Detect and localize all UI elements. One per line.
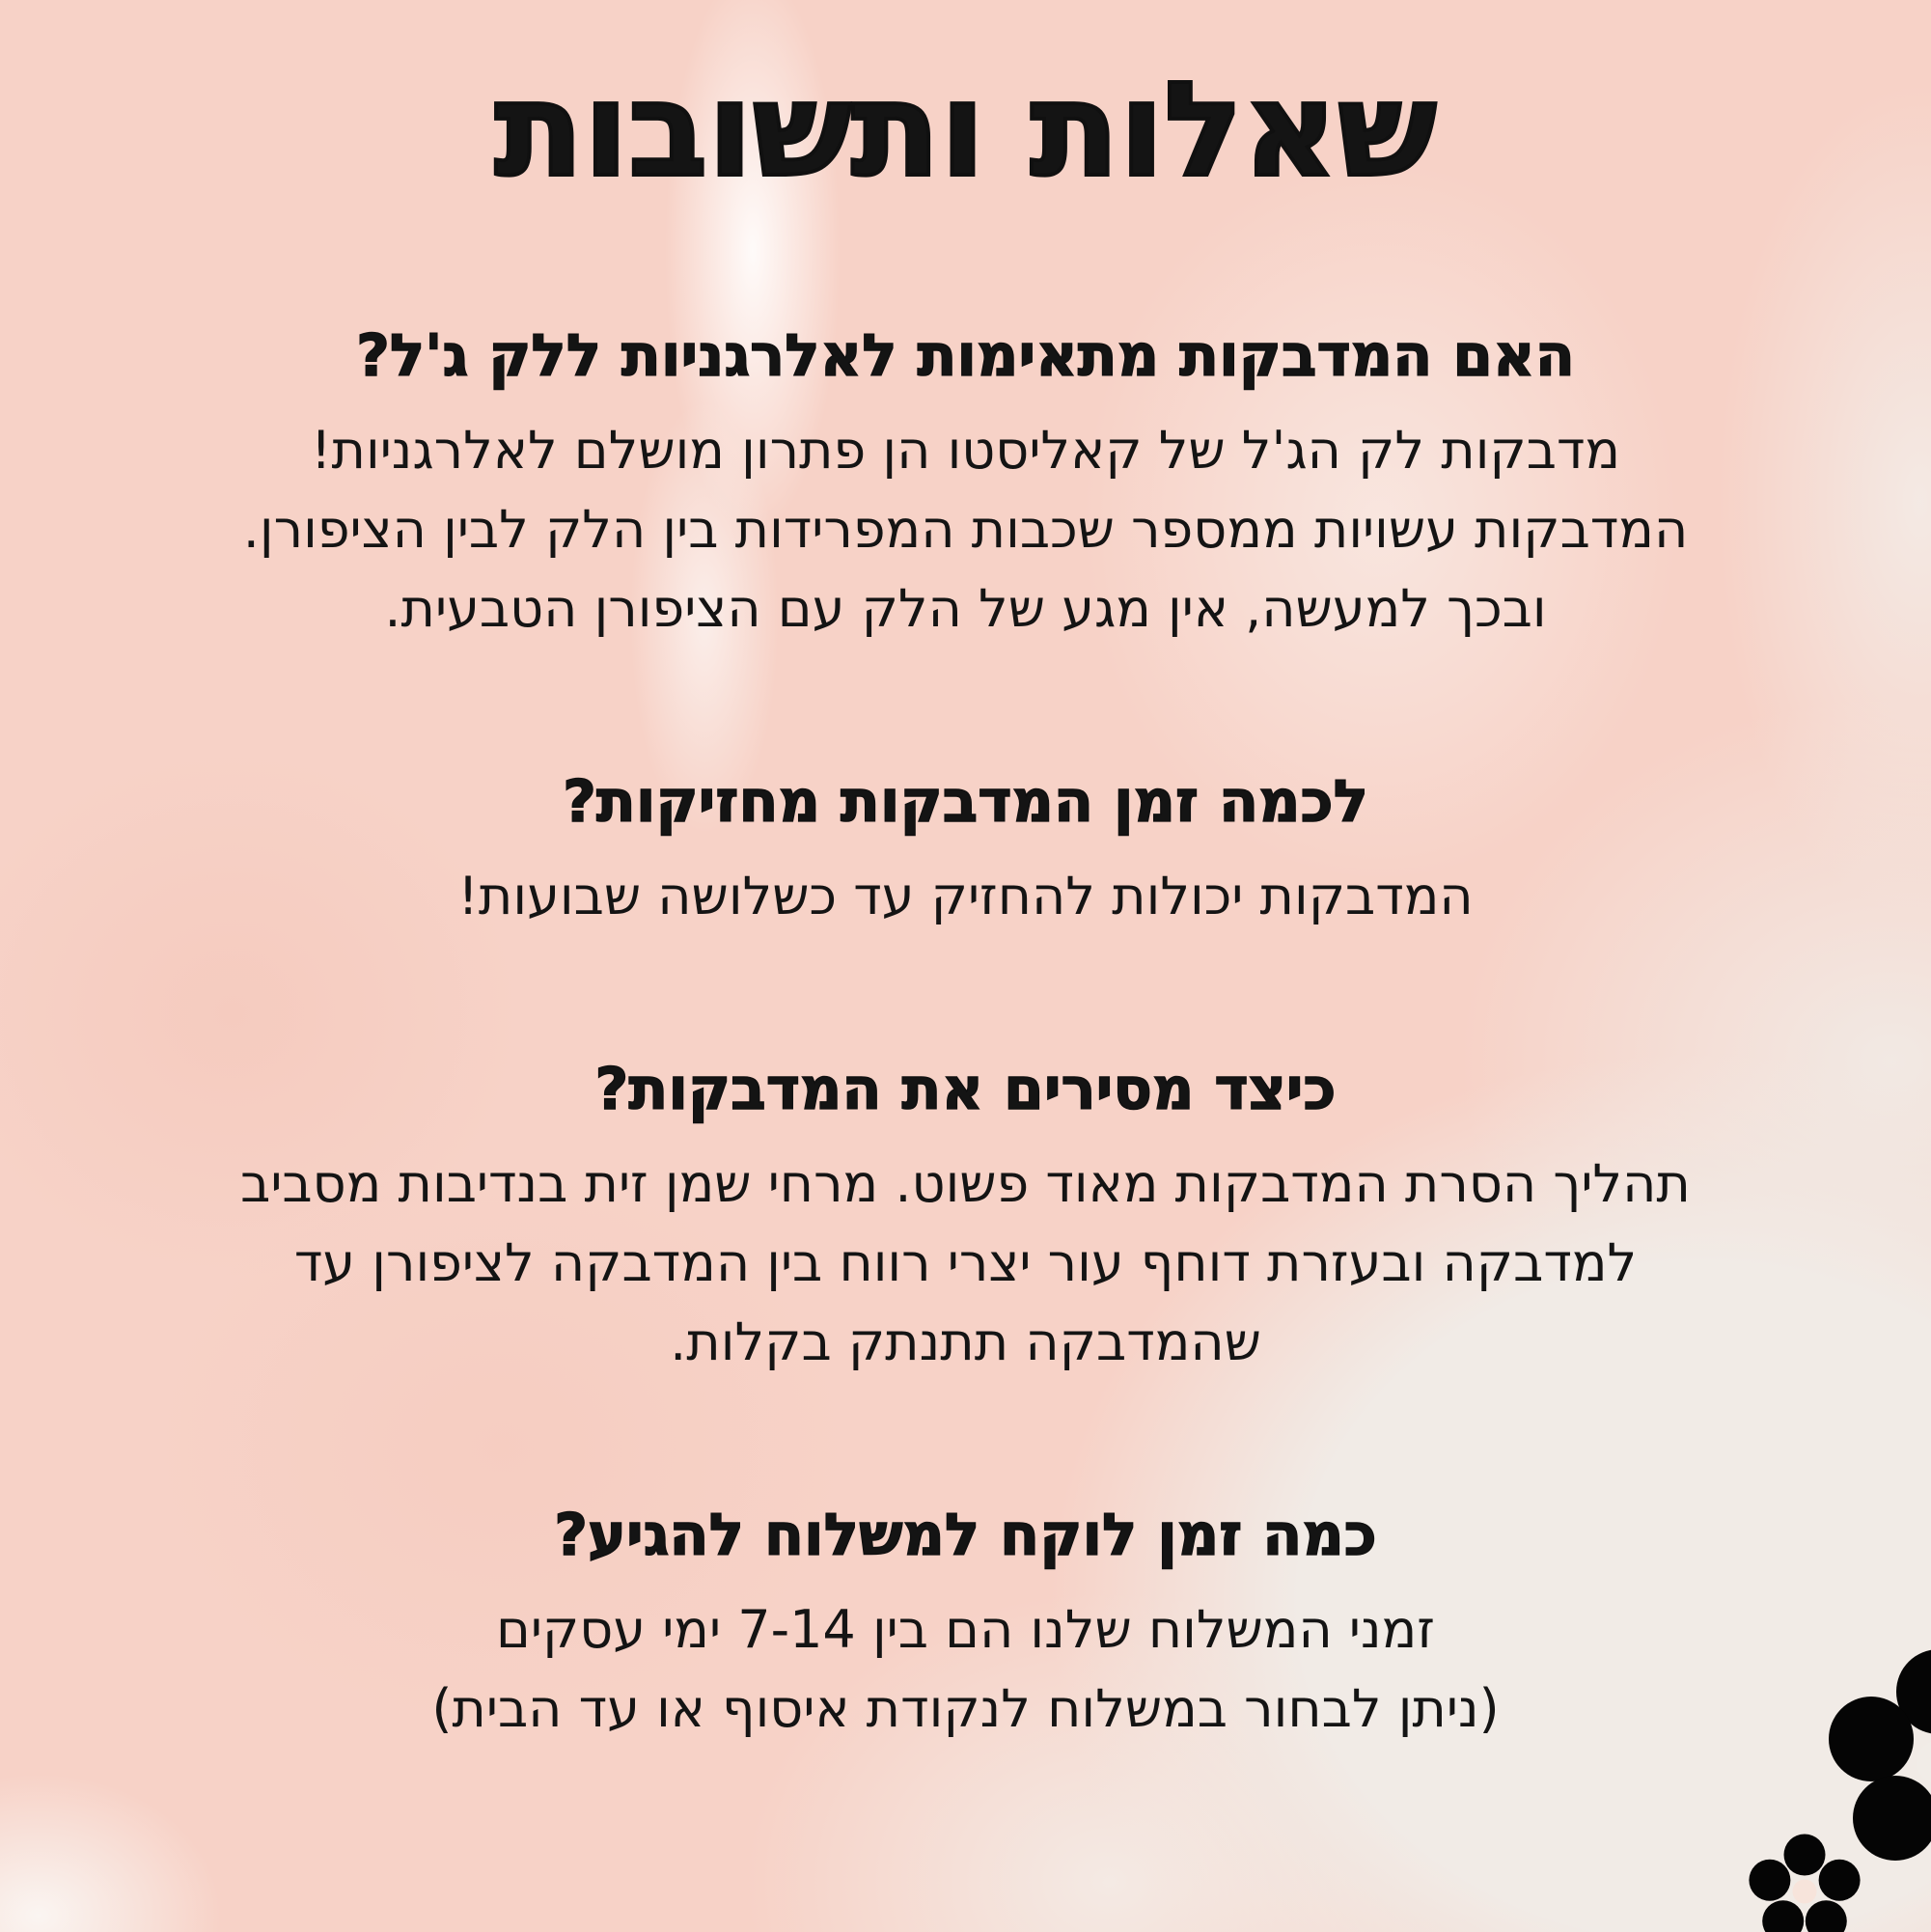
page-title: שאלות ותשובות xyxy=(494,54,1437,206)
faq-answer xyxy=(0,857,1931,936)
faq-answer-line: מדבקות לק הג'ל של קאליסטו הן פתרון מושלם לאלרגניות! xyxy=(310,420,1621,481)
faq-answer-line: המדבקות עשויות ממספר שכבות המפרידות בין הלק לבין הציפורן. xyxy=(242,499,1689,560)
faq-answer-line: ובכך למעשה, אין מגע של הלק עם הציפורן הטבעית. xyxy=(384,578,1547,639)
faq-item-gel-allergy xyxy=(0,320,1931,649)
faq-item-shipping xyxy=(0,1500,1931,1749)
faq-item-duration xyxy=(0,766,1931,936)
faq-answer-line: שהמדבקה תתנתק בקלות. xyxy=(670,1311,1261,1372)
faq-answer xyxy=(0,411,1931,649)
faq-answer xyxy=(0,1590,1931,1749)
faq-item-removal xyxy=(0,1054,1931,1382)
faq-answer-line: זמני המשלוח שלנו הם בין 7-14 ימי עסקים xyxy=(496,1599,1435,1660)
faq-answer-line: למדבקה ובעזרת דוחף עור יצרי רווח בין המדבקה לציפורן עד xyxy=(293,1232,1638,1293)
faq-question: האם המדבקות מתאימות לאלרגניות ללק ג'ל? xyxy=(356,322,1575,390)
faq-answer-line: המדבקות יכולות להחזיק עד כשלושה שבועות! xyxy=(457,866,1474,926)
flower-icon xyxy=(1749,1835,1860,1932)
faq-answer-line: תהליך הסרת המדבקות מאוד פשוט. מרחי שמן זית בנדיבות מסביב xyxy=(240,1153,1691,1214)
faq-question: כיצד מסירים את המדבקות? xyxy=(594,1056,1337,1123)
faq-answer xyxy=(0,1145,1931,1382)
faq-question: כמה זמן לוקח למשלוח להגיע? xyxy=(554,1502,1377,1569)
faq-question: לכמה זמן המדבקות מחזיקות? xyxy=(563,768,1368,836)
faq-answer-line: (ניתן לבחור במשלוח לנקודת איסוף או עד הבית) xyxy=(431,1678,1500,1739)
